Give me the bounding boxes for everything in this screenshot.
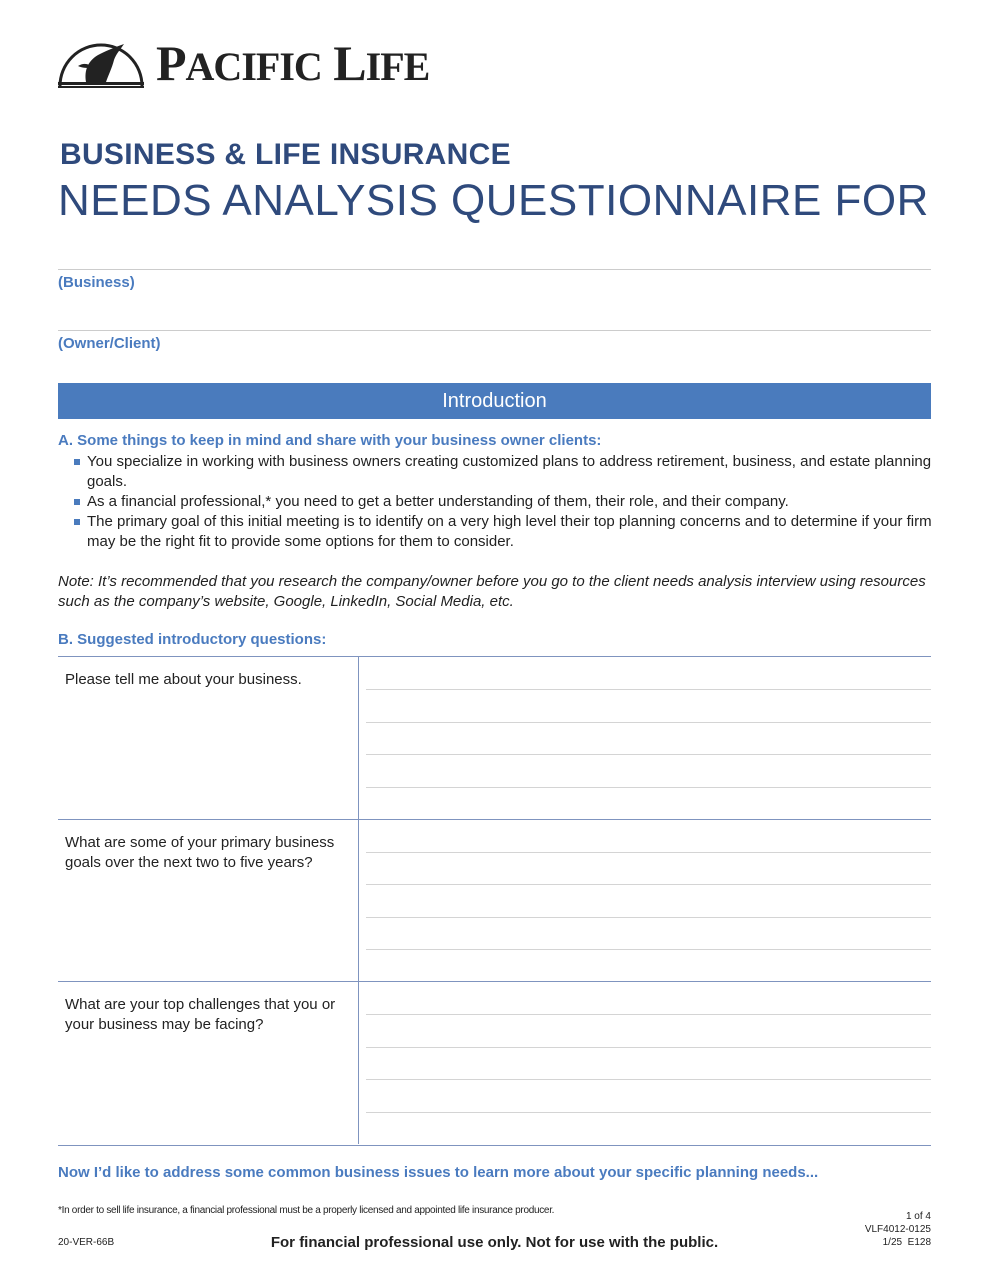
form-code: 20-VER-66B [58, 1237, 115, 1248]
form-number: VLF4012-0125 [864, 1224, 931, 1235]
form-date: 1/25 E128 [882, 1237, 931, 1248]
answer-line[interactable] [366, 1112, 931, 1113]
closing-text: Now I’d like to address some common business issues to learn more about your specific planning needs... [58, 1164, 819, 1181]
bullet-list [74, 452, 934, 552]
disclaimer: For financial professional use only. Not for use with the public. [270, 1234, 719, 1251]
title-line-1: BUSINESS & LIFE INSURANCE [60, 138, 511, 171]
answer-line[interactable] [366, 1047, 931, 1048]
introduction-heading: Introduction [58, 383, 931, 419]
owner-field-line[interactable] [58, 330, 931, 331]
list-item: As a financial professional,* you need to get a better understanding of them, their role, and their company. [74, 492, 934, 512]
section-b-heading: B. Suggested introductory questions: [58, 631, 327, 648]
table-row [58, 981, 931, 1144]
answer-line[interactable] [366, 722, 931, 723]
business-field-line[interactable] [58, 269, 931, 270]
logo-wordmark: PACIFIC LIFE [156, 35, 430, 91]
list-item: The primary goal of this initial meeting is to identify on a very high level their top planning concerns and to determine if your firm may be the right fit to provide some options for them to consider. [74, 512, 934, 552]
answer-line[interactable] [366, 754, 931, 755]
answer-line[interactable] [366, 949, 931, 950]
question-text: What are your top challenges that you or your business may be facing? [65, 996, 336, 1033]
owner-field-label: (Owner/Client) [58, 335, 161, 352]
page-number: 1 of 4 [905, 1211, 931, 1222]
whale-icon [58, 42, 144, 88]
questions-table [58, 656, 931, 1144]
pacific-life-logo [58, 35, 430, 92]
footnote: *In order to sell life insurance, a financial professional must be a properly licensed and appointed life insurance producer. [58, 1205, 555, 1216]
page-meta [865, 1210, 931, 1249]
answer-line[interactable] [366, 852, 931, 853]
question-text: What are some of your primary business goals over the next two to five years? [65, 834, 335, 871]
question-text: Please tell me about your business. [65, 671, 302, 688]
business-field-label: (Business) [58, 274, 135, 291]
table-row [58, 819, 931, 981]
section-a-heading: A. Some things to keep in mind and share with your business owner clients: [58, 432, 602, 449]
table-row [58, 656, 931, 819]
answer-line[interactable] [366, 917, 931, 918]
answer-line[interactable] [366, 1014, 931, 1015]
note-text: Note: It’s recommended that you research the company/owner before you go to the client needs analysis interview using resources such as the company’s website, Google, LinkedIn, Social Media, etc. [58, 573, 926, 610]
answer-line[interactable] [366, 787, 931, 788]
list-item: You specialize in working with business owners creating customized plans to address retirement, business, and estate planning goals. [74, 452, 934, 492]
table-bottom-border [58, 1145, 931, 1146]
answer-line[interactable] [366, 689, 931, 690]
answer-line[interactable] [366, 1079, 931, 1080]
answer-line[interactable] [366, 884, 931, 885]
title-line-2: NEEDS ANALYSIS QUESTIONNAIRE FOR [58, 176, 929, 225]
